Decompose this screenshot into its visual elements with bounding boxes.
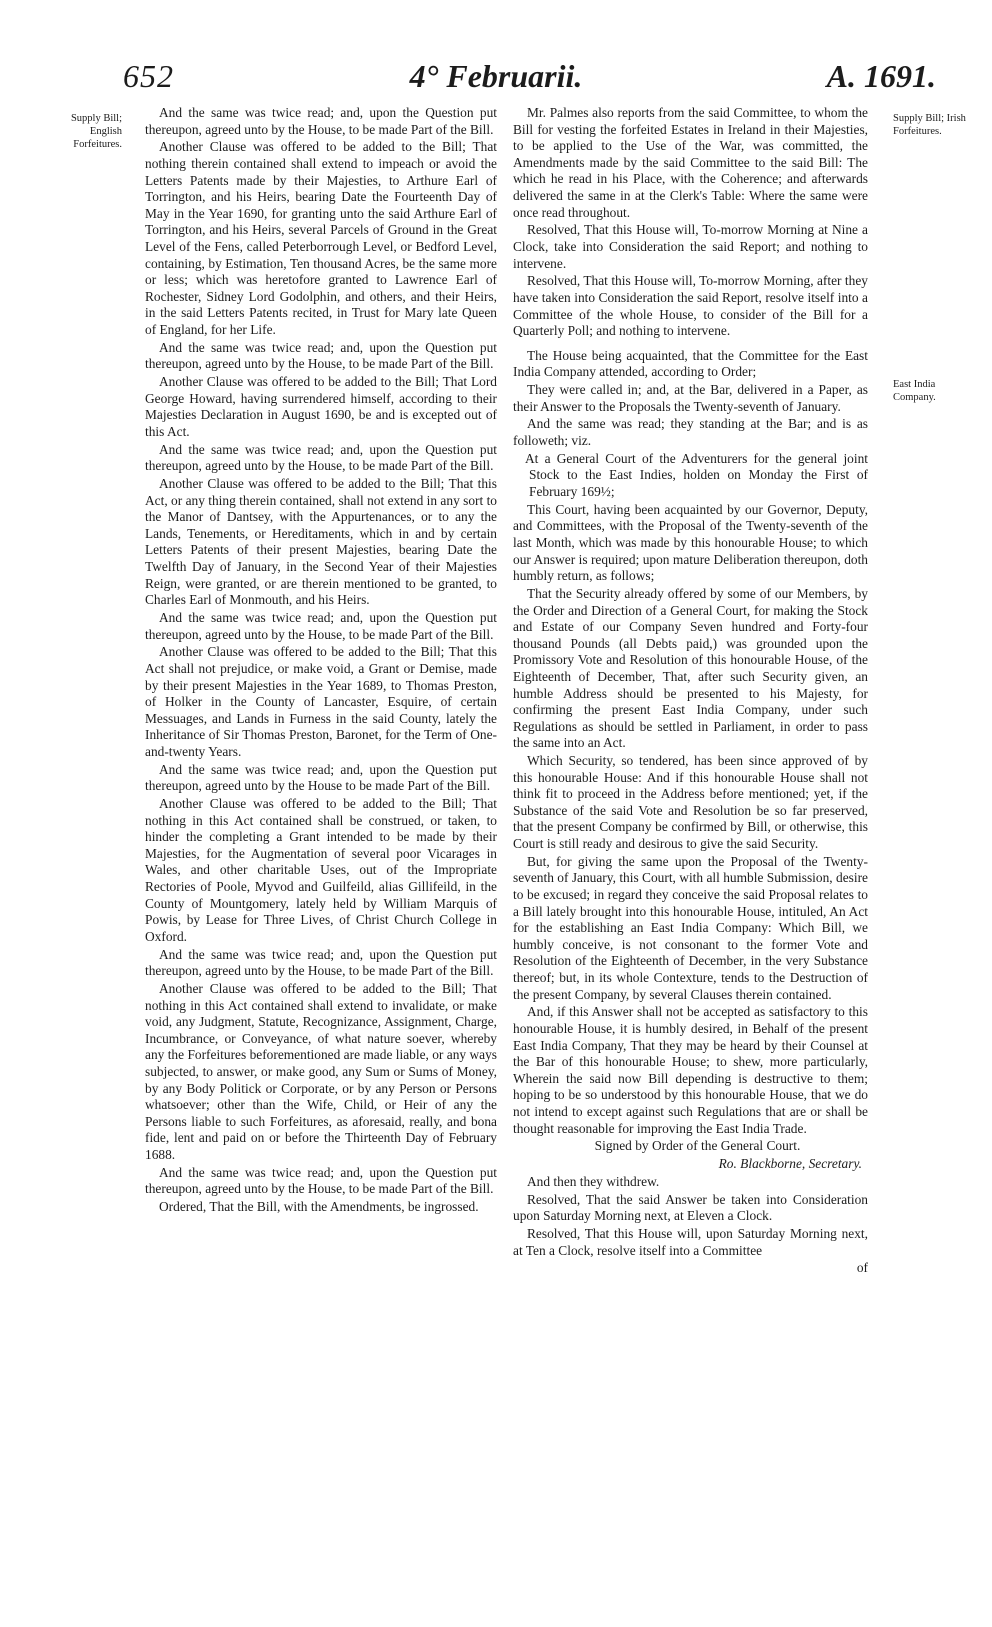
paragraph: And the same was twice read; and, upon the Question put thereupon, agreed unto by the House to be made Part of the Bill. bbox=[145, 761, 497, 794]
paragraph: And the same was twice read; and, upon the Question put thereupon, agreed unto by the House, to be made Part of the Bill. bbox=[145, 339, 497, 372]
catchword: of bbox=[856, 1260, 868, 1276]
paragraph: That the Security already offered by some of our Members, by the Order and Direction of a General Court, for making the Stock and Estate of our Company Seven hundred and Forty-four thousand Pounds (all Debts paid,) was grounded upon the Promissory Vote and Resolution of this honourable House, of the Eighteenth of December, That, after such Security given, an humble Address should be presented to his Majesty, for confirming the present East India Company, under such Regulations as should be settled in Parliament, in order to pass the same into an Act. bbox=[513, 585, 868, 751]
paragraph: And the same was twice read; and, upon the Question put thereupon, agreed unto by the House, to be made Part of the Bill. bbox=[145, 441, 497, 474]
paragraph: And the same was twice read; and, upon the Question put thereupon, agreed unto by the House, to be made Part of the Bill. bbox=[145, 105, 497, 137]
signature-line: Signed by Order of the General Court. bbox=[594, 1138, 801, 1154]
paragraph: This Court, having been acquainted by our Governor, Deputy, and Committees, with the Proposal of the Twenty-seventh of the last Month, which was made by this honourable House; to which our Answer is required; upon mature Deliberation thereupon, doth humbly return, as follows; bbox=[513, 501, 868, 584]
page-year: A. 1691. bbox=[826, 58, 936, 94]
margin-note-supply-bill-irish: Supply Bill; Irish Forfeitures. bbox=[893, 113, 966, 137]
paragraph: Resolved, That the said Answer be taken into Consideration upon Saturday Morning next, at Eleven a Clock. bbox=[513, 1191, 868, 1224]
paragraph: Resolved, That this House will, To-morrow Morning, after they have taken into Consideration the said Report, resolve itself into a Committee of the whole House, to consider of the Bill for a Quarterly Poll; and nothing to intervene. bbox=[513, 273, 868, 339]
margin-note-east-india: East India Company. bbox=[893, 379, 936, 403]
paragraph: Another Clause was offered to be added to the Bill; That nothing in this Act contained shall extend to invalidate, or make void, any Judgment, Statute, Recognizance, Assignment, Charge, Incumbrance, or Conveyance, of what nature soever, whereby any the Forfeitures beforementioned are made liable, or any ways subjected, to answer, or make good, any Sum or Sums of Money, by any Body Politick or Corporate, or by any Person or Persons whatsoever; other than the Wife, Child, or Heir of any the Persons liable to such Forfeitures, as aforesaid, really, and bona fide, lent and paid on or before the Thirteenth Day of February 1688. bbox=[145, 980, 497, 1162]
paragraph: Resolved, That this House will, upon Saturday Morning next, at Ten a Clock, resolve itself into a Committee bbox=[513, 1226, 868, 1258]
paragraph: But, for giving the same upon the Proposal of the Twenty-seventh of January, this Court, with all humble Submission, desire to be excused; in regard they conceive the said Proposal relates to a Bill lately brought into this honourable House, intituled, An Act for the establishing an East India Company: Which Bill, we humbly conceive, is not consonant to the former Vote and Resolution of the Eighteenth of December, in the very Substance thereof; but, in its whole Contexture, tends to the Destruction of the present Company, by several Clauses therein contained. bbox=[513, 853, 868, 1002]
paragraph: Another Clause was offered to be added to the Bill; That this Act shall not prejudice, or make void, a Grant or Demise, made by their present Majesties in the Year 1689, to Thomas Preston, of Holker in the County of Lancaster, Esquire, of certain Messuages, and Lands in Furness in the said County, lately the Inheritance of Sir Thomas Preston, Baronet, for the Term of One-and-twenty Years. bbox=[145, 644, 497, 759]
margin-note-supply-bill-english: Supply Bill; English Forfeitures. bbox=[70, 113, 122, 150]
paragraph: And the same was twice read; and, upon the Question put thereupon, agreed unto by the House, to be made Part of the Bill. bbox=[145, 1164, 497, 1197]
right-column bbox=[513, 105, 868, 1278]
page-date: 4° Februarii. bbox=[409, 58, 583, 94]
secretary-signature: Ro. Blackborne, Secretary. bbox=[718, 1156, 862, 1172]
paragraph: Mr. Palmes also reports from the said Committee, to whom the Bill for vesting the forfeited Estates in Ireland in their Majesties, to be applied to the Use of the War, was committed, the Amendments made by the said Committee to the said Bill: The which he read in his Place, with the Coherence; and afterwards delivered the same in at the Clerk's Table: Where the same were once read throughout. bbox=[513, 105, 868, 220]
paragraph: And the same was twice read; and, upon the Question put thereupon, agreed unto by the House, to be made Part of the Bill. bbox=[145, 946, 497, 979]
paragraph: Which Security, so tendered, has been since approved of by this honourable House: And if this honourable House shall not think fit to proceed in the Address before mentioned; yet, if the Substance of the said Vote and Resolution be so far preserved, that the present Company be confirmed by Bill, or otherwise, this Court is still ready and desirous to give the said Security. bbox=[513, 753, 868, 852]
page-number: 652 bbox=[123, 58, 174, 94]
page-header bbox=[0, 50, 992, 100]
paragraph: And the same was read; they standing at the Bar; and is as followeth; viz. bbox=[513, 416, 868, 449]
general-court-heading: At a General Court of the Adventurers for the general joint Stock to the East Indies, holden on Monday the First of February 169½; bbox=[525, 450, 868, 499]
left-column bbox=[145, 105, 497, 1217]
paragraph: And the same was twice read; and, upon the Question put thereupon, agreed unto by the House, to be made Part of the Bill. bbox=[145, 609, 497, 642]
paragraph: And, if this Answer shall not be accepted as satisfactory to this honourable House, it is humbly desired, in Behalf of the present East India Company, That they may be heard by their Counsel at the Bar of this honourable House; to shew, more particularly, Wherein the said now Bill depending is destructive to them; hoping to be so understood by this honourable House, that we do not intend to except against such Regulations that are or shall be thought reasonable for improving the East India Trade. bbox=[513, 1004, 868, 1136]
paragraph: Ordered, That the Bill, with the Amendments, be ingrossed. bbox=[159, 1199, 479, 1215]
paragraph: Another Clause was offered to be added to the Bill; That Lord George Howard, having surrendered himself, according to their Majesties Declaration in August 1690, be and is excepted out of this Act. bbox=[145, 374, 497, 439]
paragraph: Another Clause was offered to be added to the Bill; That nothing in this Act contained shall be construed, or taken, to hinder the completing a Grant intended to be made by their Majesties, for the Augmentation of several poor Vicarages in Wales, and other charitable Uses, out of the Impropriate Rectories of Poole, Myvod and Guilfeild, alias Gillifeild, in the County of Mountgomery, lately held by William Marquis of Powis, by Lease for Three Lives, of Christ Church College in Oxford. bbox=[145, 796, 497, 944]
paragraph: Another Clause was offered to be added to the Bill; That nothing therein contained shall extend to impeach or avoid the Letters Patents made by their Majesties, to Arthure Earl of Torrington, and his Heirs, bearing Date the Fourteenth Day of May in the Year 1690, for granting unto the said Arthure Earl of Torrington, and his Heirs, several Parcels of Ground in the Great Level of the Fens, called Peterborrough Level, or Bedford Level, containing, by Estimation, Ten thousand Acres, be the same more or less; which was heretofore granted to Lawrence Earl of Rochester, Sidney Lord Godolphin, and others, and their Heirs, in the said Letters Patents recited, in Trust for Mary late Queen of England, for her Life. bbox=[145, 139, 497, 337]
paragraph: Resolved, That this House will, To-morrow Morning at Nine a Clock, take into Consideration the said Report; and nothing to intervene. bbox=[513, 222, 868, 271]
paragraph: The House being acquainted, that the Committee for the East India Company attended, according to Order; bbox=[513, 347, 868, 380]
paragraph: Another Clause was offered to be added to the Bill; That this Act, or any thing therein contained, shall not extend in any sort to the Manor of Dantsey, with the Appurtenances, or to any the Lands, Tenements, or Hereditaments, which in and by certain Letters Patents of their present Majesties, bearing Date the Twelfth Day of January, in the Second Year of their Majesties Reign, were granted, or are therein mentioned to be granted, to Charles Earl of Monmouth, and his Heirs. bbox=[145, 476, 497, 608]
paragraph: And then they withdrew. bbox=[527, 1173, 660, 1189]
paragraph: They were called in; and, at the Bar, delivered in a Paper, as their Answer to the Proposals the Twenty-seventh of January. bbox=[513, 382, 868, 414]
